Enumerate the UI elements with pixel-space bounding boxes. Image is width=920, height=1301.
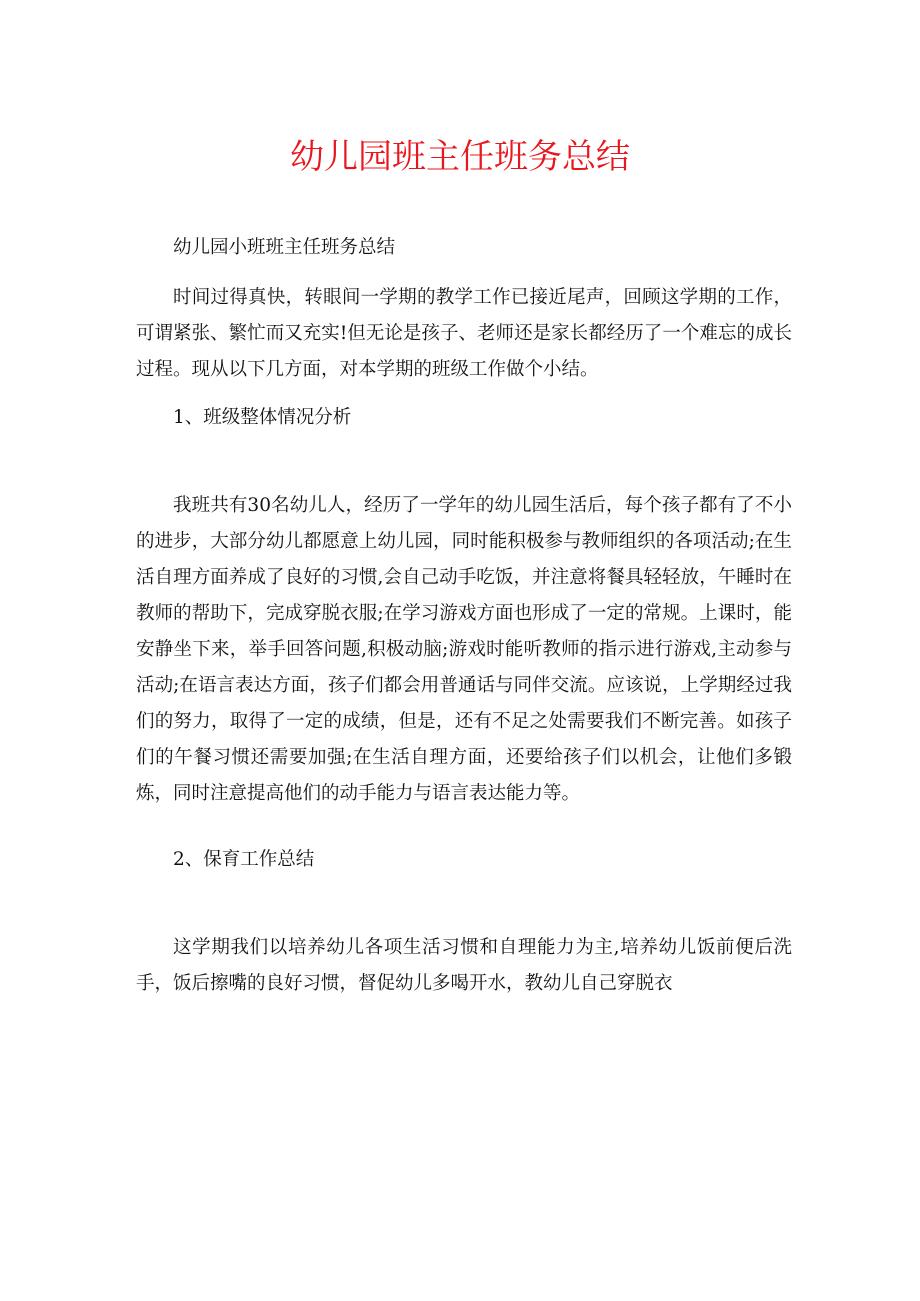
section-2-heading: 2、保育工作总结 — [173, 849, 315, 870]
section-1-paragraph: 我班共有30名幼儿人，经历了一学年的幼儿园生活后，每个孩子都有了不小的进步，大部分幼儿都愿意上幼儿园，同时能积极参与教师组织的各项活动;在生活自理方面养成了良好的习惯,会自己动手吃饭，并注意将餐具轻轻放，午睡时在教师的帮助下，完成穿脱衣服;在学习游戏方面也形成了一定的常规。上课时，能安静坐下来，举手回答问题,积极动脑;游戏时能听教师的指示进行游戏,主动参与活动;在语言表达方面，孩子们都会用普通话与同伴交流。应该说，上学期经过我们的努力，取得了一定的成绩，但是，还有不足之处需要我们不断完善。如孩子们的午餐习惯还需要加强;在生活自理方面，还要给孩子们以机会，让他们多锻炼，同时注意提高他们的动手能力与语言表达能力等。 — [136, 495, 792, 804]
section-2-paragraph: 这学期我们以培养幼儿各项生活习惯和自理能力为主,培养幼儿饭前便后洗手，饭后擦嘴的良好习惯，督促幼儿多喝开水，教幼儿自己穿脱衣 — [136, 937, 792, 994]
intro-paragraph: 时间过得真快，转眼间一学期的教学工作已接近尾声，回顾这学期的工作，可谓紧张、繁忙而又充实!但无论是孩子、老师还是家长都经历了一个难忘的成长过程。现从以下几方面，对本学期的班级工作做个小结。 — [136, 287, 792, 380]
document-body — [136, 230, 792, 1002]
section-1-heading: 1、班级整体情况分析 — [173, 407, 352, 428]
document-title: 幼儿园班主任班务总结 — [290, 137, 630, 177]
document-subtitle: 幼儿园小班班主任班务总结 — [173, 237, 396, 258]
